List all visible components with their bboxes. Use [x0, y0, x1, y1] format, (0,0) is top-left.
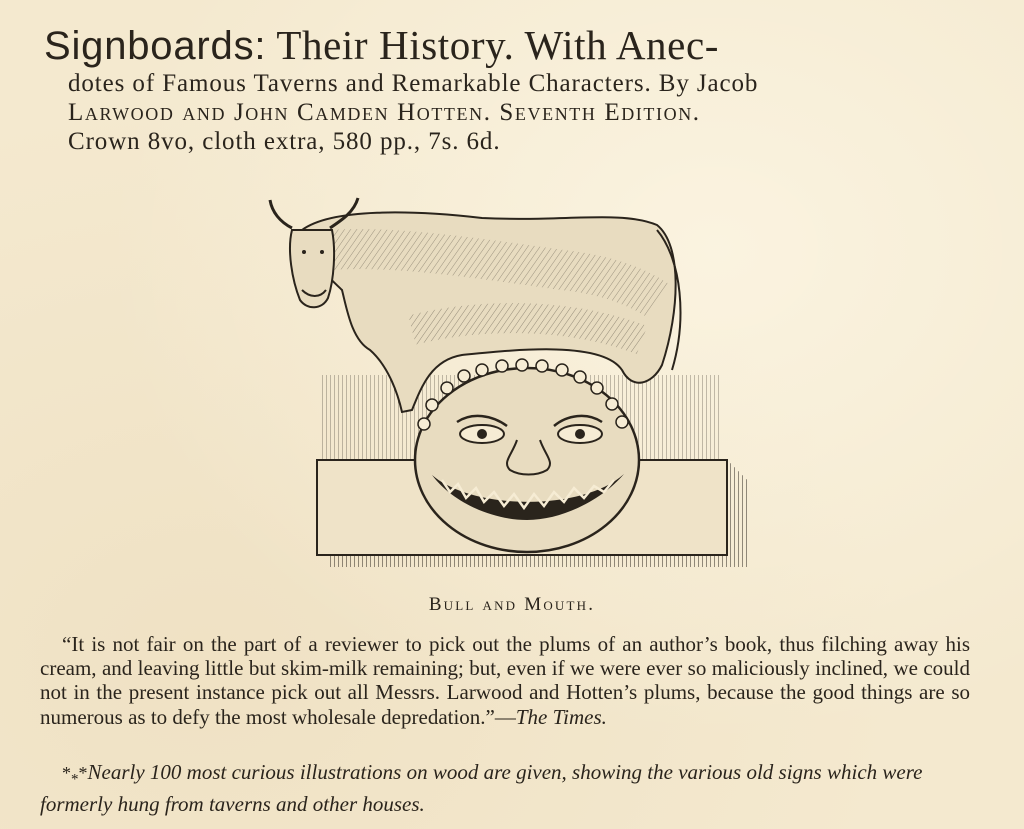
format-price-line: Crown 8vo, cloth extra, 580 pp., 7s. 6d.	[68, 128, 501, 155]
figure-caption: Bull and Mouth.	[428, 594, 596, 615]
illustrations-note-text: Nearly 100 most curious illustrations on wood are given, showing the various old signs which were formerly hung from taverns and other houses.	[40, 760, 923, 816]
illustrations-note	[40, 760, 970, 816]
review-source: The Times.	[515, 704, 607, 729]
title-continuation: Their History. With Anec-	[266, 22, 720, 68]
title-line	[44, 22, 994, 69]
asterism: $*_**$	[62, 763, 88, 788]
bull-and-mouth-engraving	[262, 190, 762, 580]
authors-edition-line: Larwood and John Camden Hotten. Seventh Edition.	[68, 99, 701, 126]
book-heading	[44, 22, 994, 156]
subtitle-line-1: dotes of Famous Taverns and Remarkable Characters. By Jacob	[68, 70, 759, 97]
review-quote	[40, 632, 970, 729]
book-title: Signboards:	[44, 24, 267, 68]
review-quote-text: “It is not fair on the part of a reviewer to pick out the plums of an author’s book, thus filching away his cream, and leaving little but skim-milk remaining; but, even if we were ever so maliciously inclined, we could not in the present instance pick out all Messrs. Larwood and Hotten’s plums, because the good things are so numerous as to defy the most wholesale depredation.”—	[40, 632, 970, 729]
